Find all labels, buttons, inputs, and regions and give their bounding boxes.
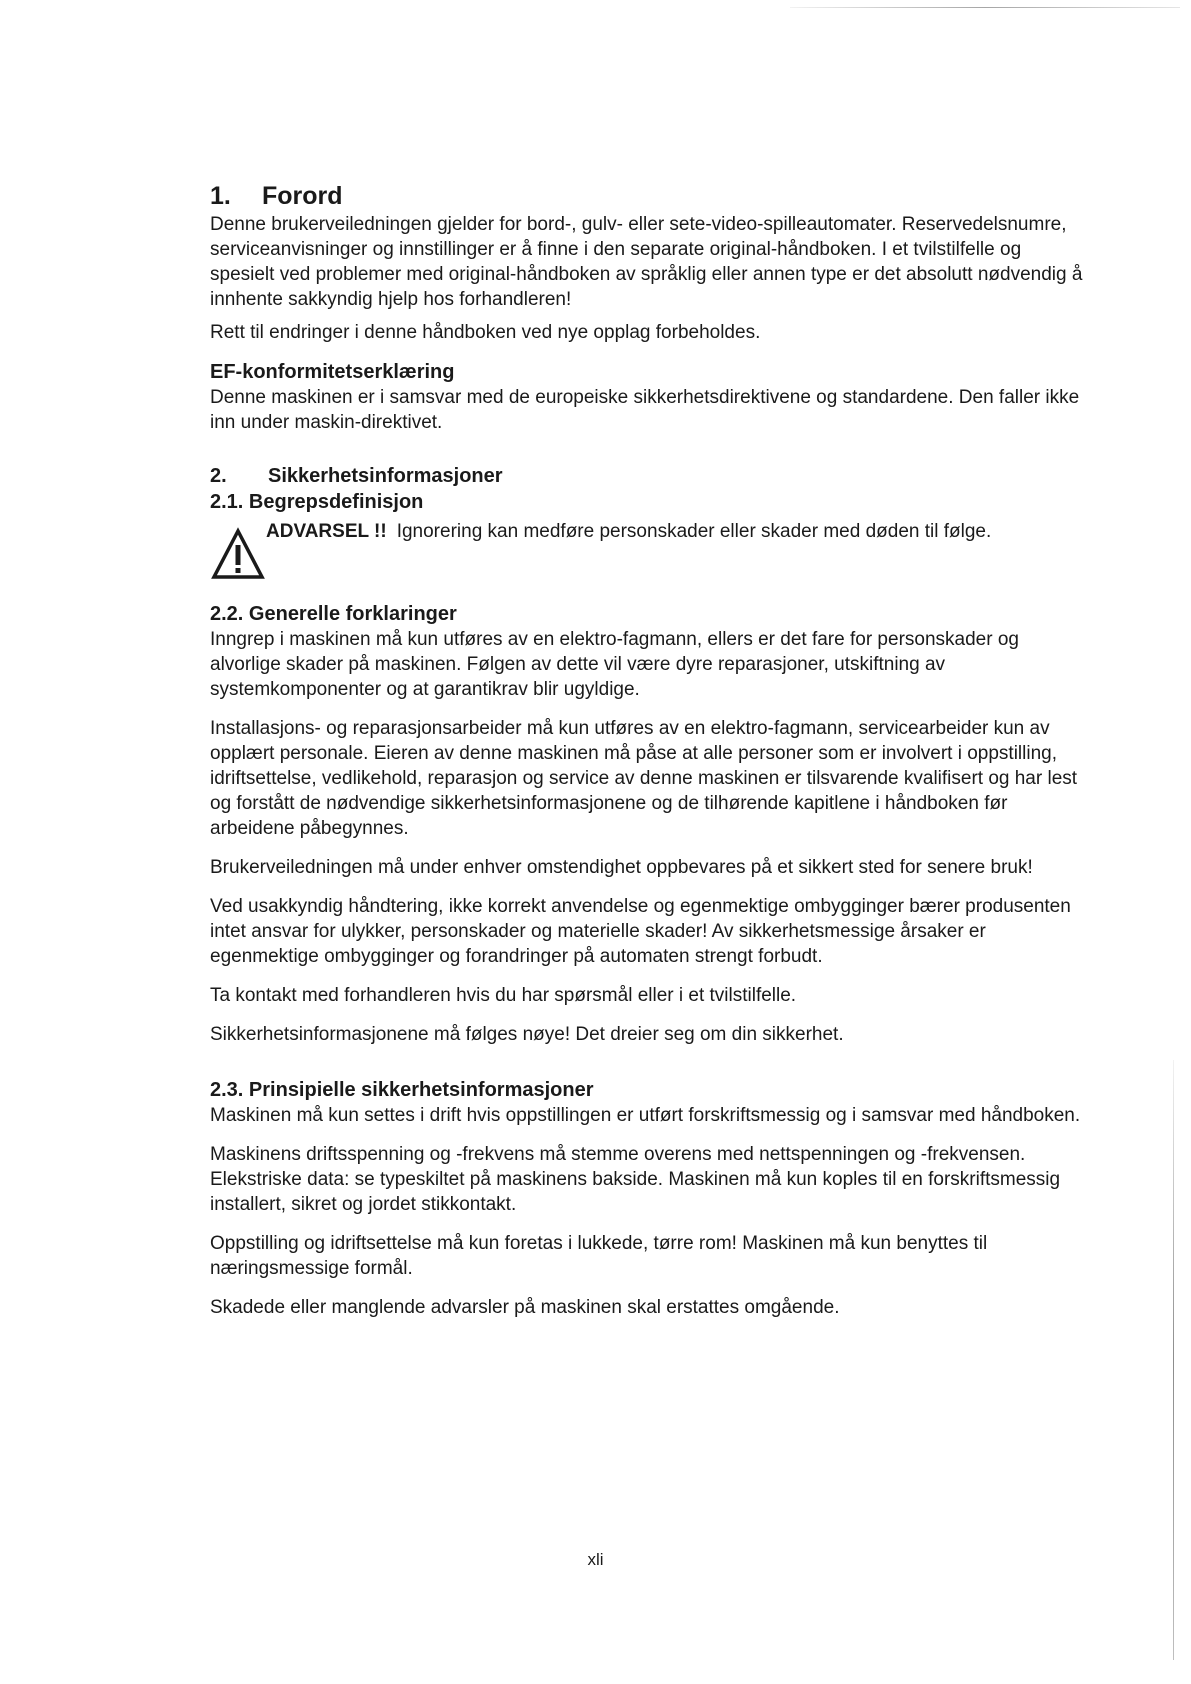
- page-number: xli: [587, 1550, 604, 1569]
- heading-title: Forord: [262, 182, 343, 210]
- forord-paragraph-2: Rett til endringer i denne håndboken ved nye opplag forbeholdes.: [210, 322, 761, 343]
- heading-2-1: 2.1. Begrepsdefinisjon: [210, 491, 424, 513]
- s22-paragraph-3: Brukerveiledningen må under enhver omstendighet oppbevares på et sikkert sted for senere bruk!: [210, 857, 1033, 878]
- scan-artifact-right: [1173, 1060, 1174, 1660]
- s23-paragraph-2: Maskinens driftsspenning og -frekvens må stemme overens med nettspenningen og -frekvensen. Elekstriske data: se typeskiltet på maskinens bakside. Maskinen må kun koples til en forskriftsmessig installert, sikret og jordet stikkontakt.: [210, 1144, 1061, 1215]
- forord-paragraph-1: Denne brukerveiledningen gjelder for bord-, gulv- eller sete-video-spilleautomater. Reservedelsnumre, serviceanvisninger og innstillinger er å finne i den separate original-håndboken. I et tvilstilfelle og spesielt ved problemer med original-håndboken av språklig eller annen type er det absolutt nødvendig å innhente sakkyndig hjelp hos forhandleren!: [210, 214, 1083, 310]
- s23-paragraph-4: Skadede eller manglende advarsler på maskinen skal erstattes omgående.: [210, 1297, 840, 1318]
- heading-2-3: 2.3. Prinsipielle sikkerhetsinformasjoner: [210, 1079, 594, 1101]
- warning-label: ADVARSEL !!: [266, 521, 387, 542]
- warning-block: [210, 519, 1090, 581]
- s22-paragraph-6: Sikkerhetsinformasjonene må følges nøye! Det dreier seg om din sikkerhet.: [210, 1024, 844, 1045]
- s23-paragraph-1: Maskinen må kun settes i drift hvis oppstillingen er utført forskriftsmessig og i samsvar med håndboken.: [210, 1105, 1081, 1126]
- heading-2-2: 2.2. Generelle forklaringer: [210, 603, 457, 625]
- heading-safety: [210, 463, 1090, 489]
- s22-paragraph-2: Installasjons- og reparasjonsarbeider må kun utføres av en elektro-fagmann, servicearbeider kun av opplært personale. Eieren av denne maskinen må påse at alle personer som er involvert i oppstilling, idriftsettelse, vedlikehold, reparasjon og service av denne maskinen er tilsvarende kvalifisert og har lest og forstått de nødvendige sikkerhetsinformasjonene og de tilhørende kapitlene i håndboken før arbeidene påbegynnes.: [210, 718, 1078, 839]
- warning-triangle-icon: [210, 527, 266, 581]
- heading-number: 1.: [210, 182, 231, 210]
- ef-text: Denne maskinen er i samsvar med de europeiske sikkerhetsdirektivene og standardene. Den faller ikke inn under maskin-direktivet.: [210, 387, 1080, 433]
- ef-heading: EF-konformitetserklæring: [210, 361, 455, 383]
- heading-title: Sikkerhetsinformasjoner: [268, 465, 503, 487]
- s22-paragraph-1: Inngrep i maskinen må kun utføres av en elektro-fagmann, ellers er det fare for personskader og alvorlige skader på maskinen. Følgen av dette vil være dyre reparasjoner, utskiftning av systemkomponenter og at garantikrav blir ugyldige.: [210, 629, 1019, 700]
- s22-paragraph-5: Ta kontakt med forhandleren hvis du har spørsmål eller i et tvilstilfelle.: [210, 985, 797, 1006]
- heading-number: 2.: [210, 465, 227, 487]
- scan-artifact-top: [790, 7, 1180, 8]
- warning-text: Ignorering kan medføre personskader eller skader med døden til følge.: [396, 521, 992, 542]
- document-page: [210, 180, 1090, 1320]
- s23-paragraph-3: Oppstilling og idriftsettelse må kun foretas i lukkede, tørre rom! Maskinen må kun benyttes til næringsmessige formål.: [210, 1233, 988, 1279]
- heading-forord: [210, 180, 1090, 212]
- s22-paragraph-4: Ved usakkyndig håndtering, ikke korrekt anvendelse og egenmektige ombygginger bærer produsenten intet ansvar for ulykker, personskader og materielle skader! Av sikkerhetsmessige årsaker er egenmektige ombygginger og forandringer på automaten strengt forbudt.: [210, 896, 1071, 967]
